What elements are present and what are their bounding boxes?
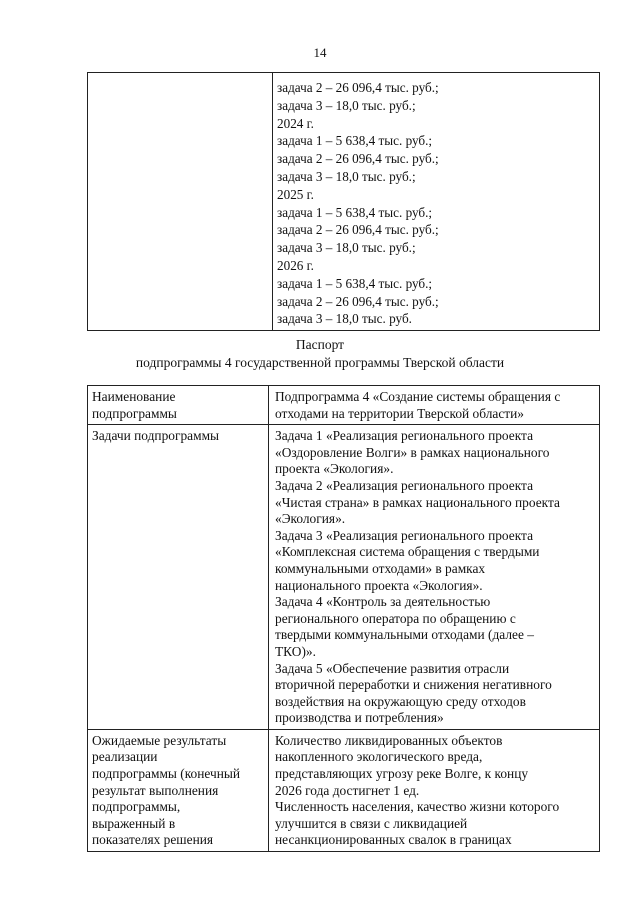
passport-row-tasks [88,425,600,730]
funding-year: 2024 г. [277,115,314,131]
value-line: Количество ликвидированных объектов [275,732,503,748]
funding-year: 2025 г. [277,186,314,202]
value-line: твердыми коммунальными отходами (далее – [275,627,534,643]
passport-heading [0,336,640,372]
value-line: несанкционированных свалок в границах [275,832,512,848]
value-line: «Комплексная система обращения с твердыми [275,544,540,560]
funding-line: задача 2 – 26 096,4 тыс. руб.; [277,80,439,95]
label-line: Задачи подпрограммы [92,428,220,444]
funding-line: задача 3 – 18,0 тыс. руб.; [277,168,416,184]
label-line: Ожидаемые результаты [92,732,227,748]
funding-table-row [88,73,600,331]
value-line: вторичной переработки и снижения негативного [275,677,552,693]
value-line: проекта «Экология». [275,461,394,477]
value-line: «Чистая страна» в рамках национального проекта [275,494,560,510]
funding-table-label-cell [88,73,273,331]
passport-row-value [269,386,600,425]
funding-line: задача 3 – 18,0 тыс. руб.; [277,240,416,256]
value-line: коммунальными отходами» в рамках [275,560,486,576]
passport-row-label [88,425,269,730]
value-line: ТКО)». [275,643,316,659]
passport-row-label [88,386,269,425]
label-line: Наименование [92,389,176,404]
value-line: национального проекта «Экология». [275,577,483,593]
funding-line: задача 1 – 5 638,4 тыс. руб.; [277,204,433,220]
funding-line: задача 3 – 18,0 тыс. руб. [277,311,412,327]
funding-table-value-cell [273,73,600,331]
value-line: Задача 4 «Контроль за деятельностью [275,594,491,610]
passport-subtitle: подпрограммы 4 государственной программы Тверской области [135,355,505,370]
value-line: отходами на территории Тверской области» [275,405,524,421]
value-line: накопленного экологического вреда, [275,749,483,765]
value-line: «Экология». [275,511,346,527]
value-line: «Оздоровление Волги» в рамках национального [275,444,550,460]
passport-row-label [88,729,269,851]
funding-line: задача 3 – 18,0 тыс. руб.; [277,97,416,113]
value-line: регионального оператора по обращению с [275,610,516,626]
passport-row-results [88,729,600,851]
value-line: Подпрограмма 4 «Создание системы обращения с [275,389,561,404]
funding-line: задача 2 – 26 096,4 тыс. руб.; [277,151,439,167]
value-line: Задача 3 «Реализация регионального проекта [275,527,534,543]
label-line: показателях решения [92,832,214,848]
passport-row-value [269,425,600,730]
funding-line: задача 1 – 5 638,4 тыс. руб.; [277,275,433,291]
value-line: представляющих угрозу реке Волге, к концу [275,766,529,782]
funding-year: 2026 г. [277,257,314,273]
value-line: Задача 2 «Реализация регионального проекта [275,477,534,493]
value-line: 2026 года достигнет 1 ед. [275,782,420,798]
label-line: реализации [92,749,158,765]
label-line: подпрограммы (конечный [92,766,241,782]
funding-line: задача 2 – 26 096,4 тыс. руб.; [277,222,439,238]
label-line: подпрограммы, [92,799,181,815]
funding-line: задача 1 – 5 638,4 тыс. руб.; [277,133,433,149]
value-line: Задача 1 «Реализация регионального проекта [275,428,534,444]
page-number: 14 [313,45,327,60]
value-line: Задача 5 «Обеспечение развития отрасли [275,660,510,676]
label-line: результат выполнения [92,782,219,798]
passport-row-value [269,729,600,851]
value-line: производства и потребления» [275,710,444,726]
passport-title: Паспорт [295,337,345,352]
passport-row-name [88,386,600,425]
funding-table [87,72,600,331]
passport-table [87,385,600,852]
value-line: воздействия на окружающую среду отходов [275,693,526,709]
label-line: выраженный в [92,815,176,831]
value-line: Численность населения, качество жизни которого [275,799,560,815]
value-line: улучшится в связи с ликвидацией [275,815,468,831]
label-line: подпрограммы [92,405,177,421]
funding-line: задача 2 – 26 096,4 тыс. руб.; [277,293,439,309]
